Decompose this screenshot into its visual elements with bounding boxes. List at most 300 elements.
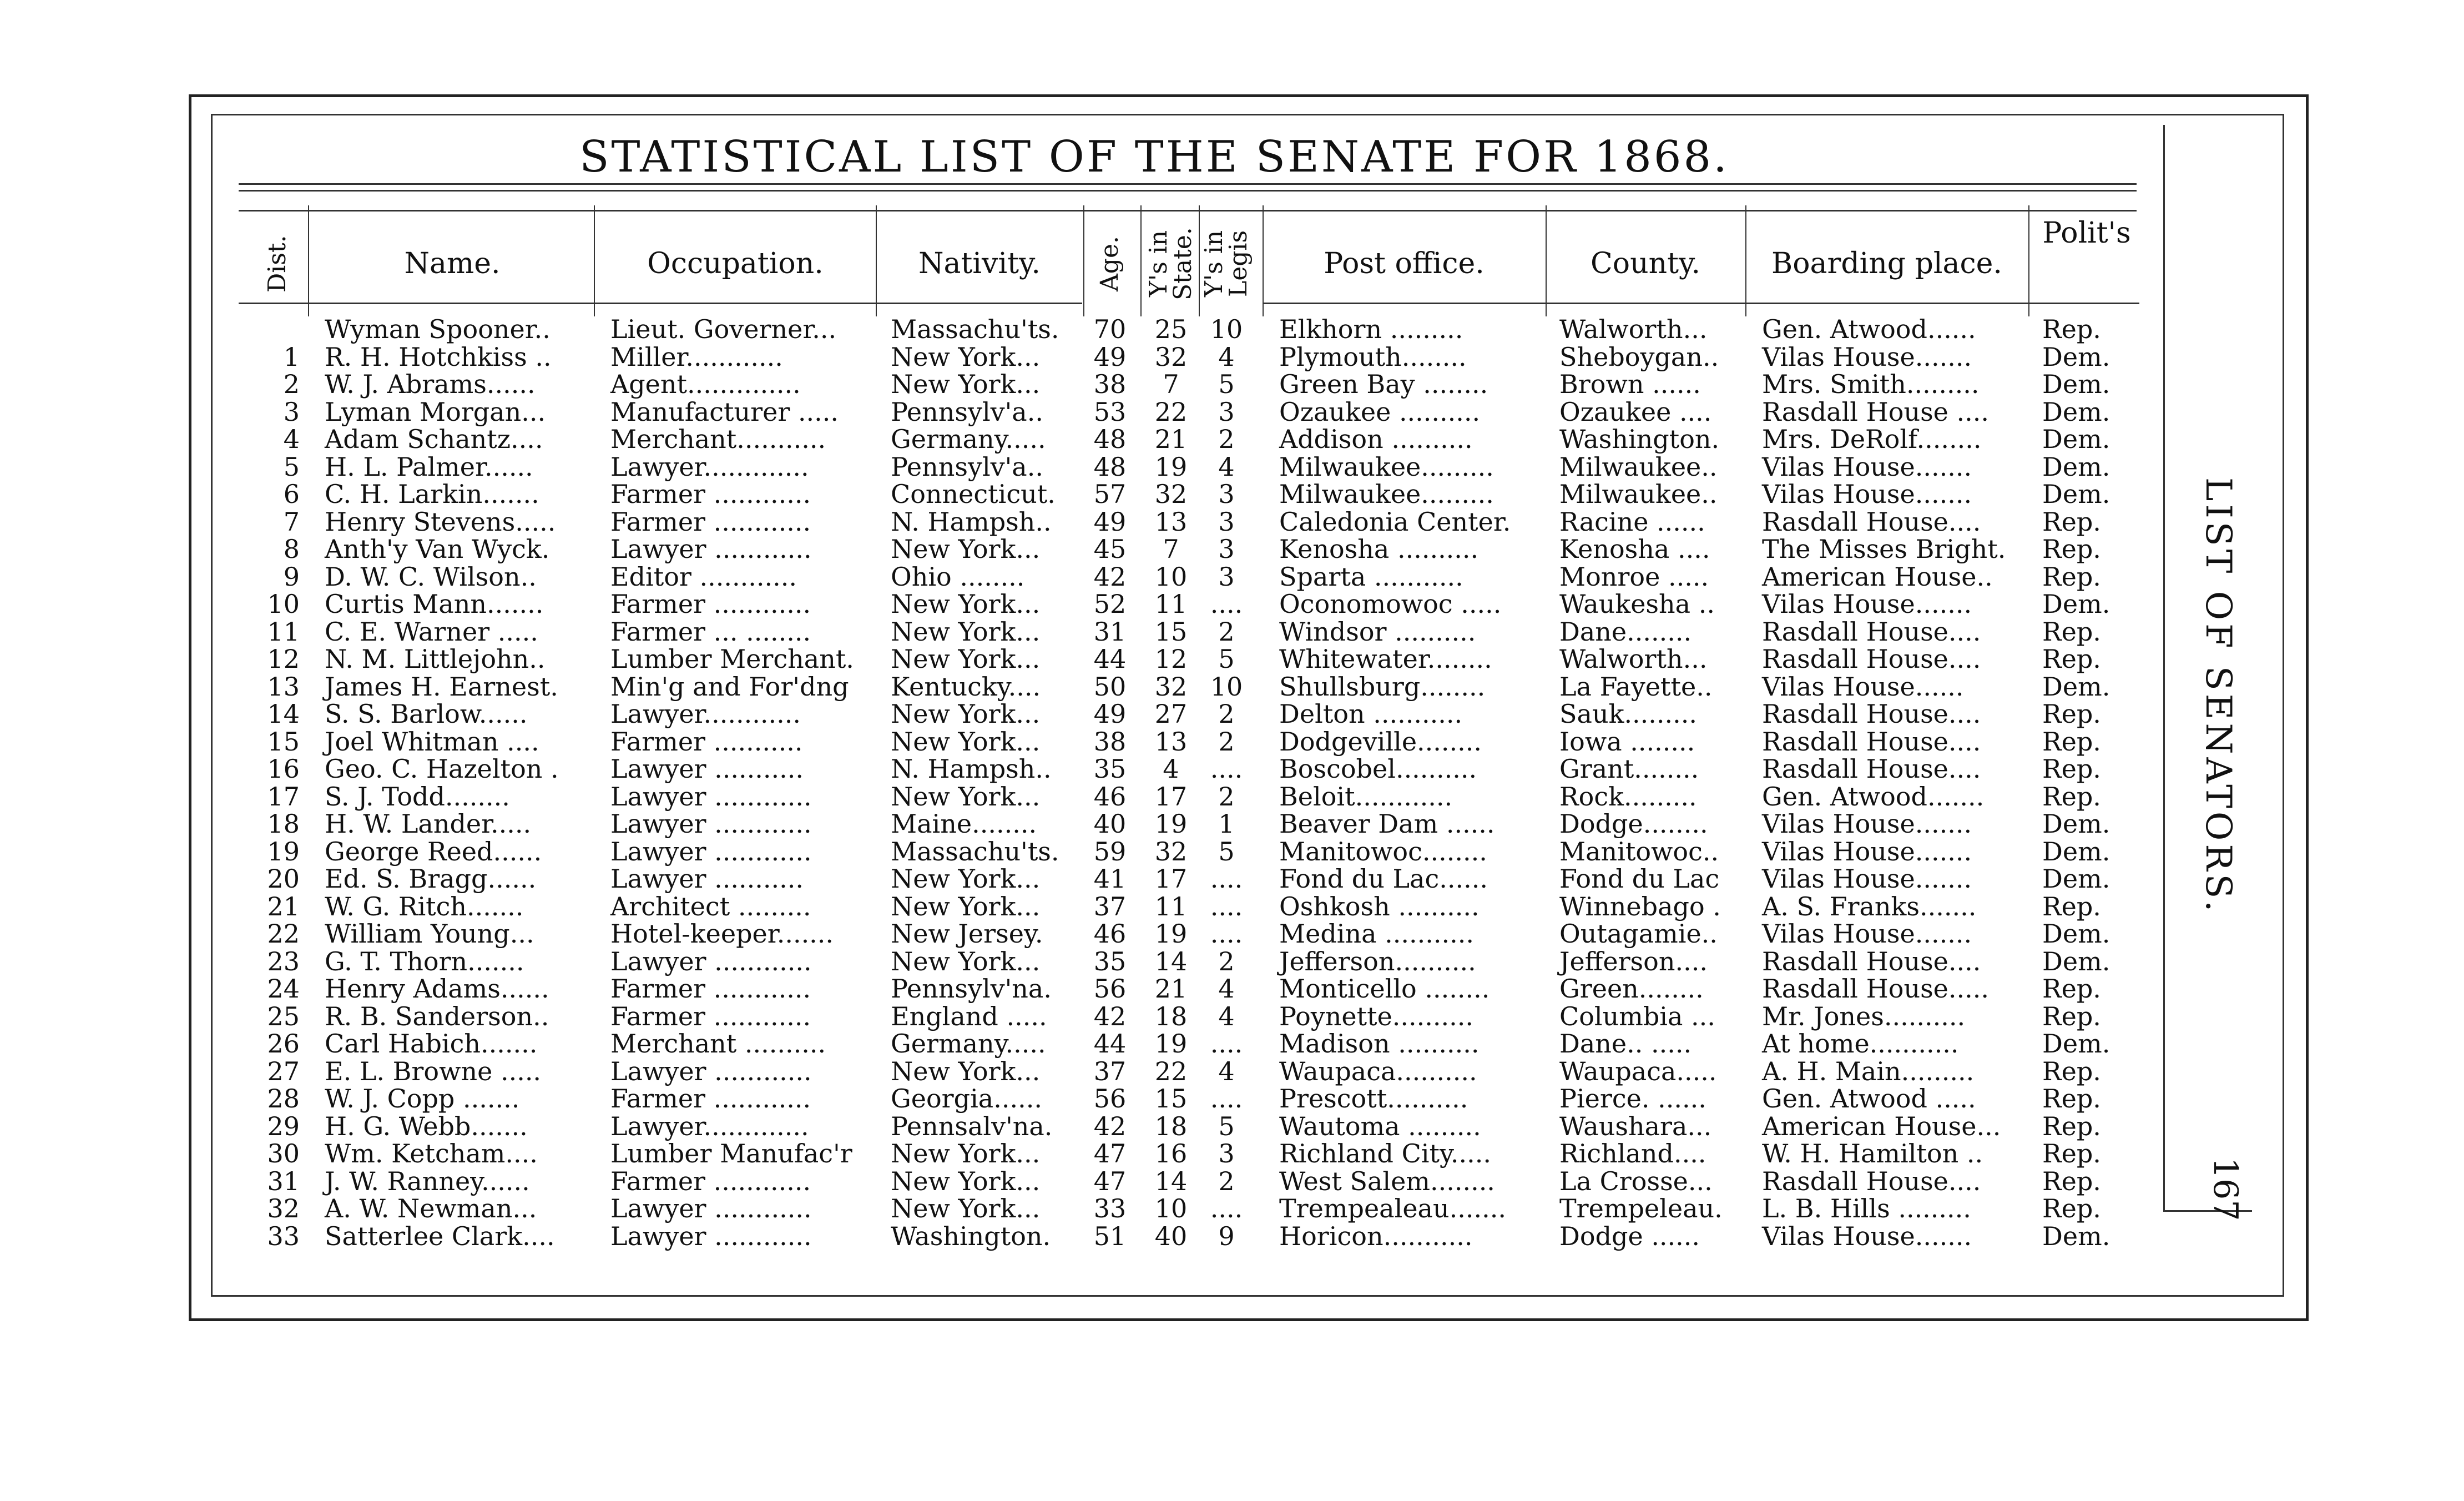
table-row [0, 1030, 2142, 1057]
county-cell: Dane.. ..... [1559, 1029, 1692, 1059]
years-in-state-cell: 32 [1154, 671, 1188, 702]
nativity-cell: Washington. [891, 1221, 1051, 1251]
years-in-legis-cell: .... [1210, 754, 1243, 784]
dist-cell: 15 [267, 726, 300, 757]
years-in-legis-cell: 2 [1218, 946, 1235, 976]
politics-cell: Rep. [2042, 561, 2101, 592]
page-title: STATISTICAL LIST OF THE SENATE FOR 1868. [579, 132, 1729, 182]
name-cell: S. S. Barlow...... [325, 699, 528, 729]
county-cell: Sauk......... [1559, 699, 1698, 729]
table-row [0, 1003, 2142, 1030]
dist-cell: 21 [267, 891, 300, 921]
dist-cell: 1 [283, 341, 300, 372]
occupation-cell: Lawyer............. [610, 451, 809, 482]
table-row [0, 370, 2142, 398]
nativity-cell: New York... [891, 1166, 1041, 1196]
occupation-cell: Lawyer ............ [610, 946, 812, 976]
table-row [0, 535, 2142, 563]
years-in-legis-cell: 3 [1218, 534, 1235, 564]
politics-cell: Rep. [2042, 726, 2101, 757]
occupation-cell: Lawyer ............ [610, 1221, 812, 1251]
post-office-cell: Kenosha .......... [1279, 534, 1479, 564]
county-cell: Waushara... [1559, 1111, 1712, 1141]
name-cell: S. J. Todd........ [325, 781, 510, 812]
post-office-cell: West Salem........ [1279, 1166, 1495, 1196]
nativity-cell: Germany..... [891, 1029, 1046, 1059]
county-cell: Walworth... [1559, 314, 1708, 344]
years-in-state-cell: 19 [1154, 1029, 1188, 1059]
name-cell: Anth'y Van Wyck. [325, 534, 550, 564]
politics-cell: Rep. [2042, 1166, 2101, 1196]
years-in-legis-cell: 5 [1218, 369, 1235, 399]
table-row [0, 865, 2142, 893]
years-in-state-cell: 7 [1163, 534, 1179, 564]
nativity-cell: New York... [891, 1056, 1041, 1086]
title-rule-1 [239, 183, 2137, 185]
header-dist: Dist. [263, 235, 291, 293]
years-in-legis-cell: .... [1210, 1084, 1243, 1114]
nativity-cell: Massachu'ts. [891, 314, 1059, 344]
years-in-state-cell: 12 [1154, 644, 1188, 674]
header-county: County. [1591, 247, 1700, 280]
dist-cell: 23 [267, 946, 300, 976]
age-cell: 31 [1093, 616, 1127, 647]
occupation-cell: Manufacturer ..... [610, 396, 839, 427]
post-office-cell: Shullsburg........ [1279, 671, 1486, 702]
years-in-legis-cell: 2 [1218, 1166, 1235, 1196]
politics-cell: Dem. [2042, 479, 2110, 509]
name-cell: Curtis Mann....... [325, 589, 544, 619]
boarding-place-cell: Gen. Atwood ..... [1762, 1084, 1976, 1114]
age-cell: 42 [1093, 561, 1127, 592]
county-cell: Milwaukee.. [1559, 451, 1718, 482]
boarding-place-cell: Vilas House....... [1762, 589, 1972, 619]
years-in-legis-cell: 1 [1218, 809, 1235, 839]
age-cell: 40 [1093, 809, 1127, 839]
name-cell: D. W. C. Wilson.. [325, 561, 537, 592]
county-cell: Dodge........ [1559, 809, 1708, 839]
politics-cell: Dem. [2042, 836, 2110, 867]
years-in-legis-cell: .... [1210, 864, 1243, 894]
age-cell: 42 [1093, 1111, 1127, 1141]
occupation-cell: Merchant........... [610, 424, 826, 454]
politics-cell: Rep. [2042, 1193, 2101, 1223]
name-cell: William Young... [325, 919, 534, 949]
nativity-cell: New York... [891, 891, 1041, 921]
politics-cell: Dem. [2042, 671, 2110, 702]
county-cell: Kenosha .... [1559, 534, 1710, 564]
name-cell: Henry Adams...... [325, 974, 549, 1004]
nativity-cell: N. Hampsh.. [891, 506, 1052, 537]
boarding-place-cell: A. H. Main......... [1762, 1056, 1975, 1086]
age-cell: 49 [1093, 506, 1127, 537]
header-underline [239, 303, 1082, 304]
years-in-state-cell: 14 [1154, 946, 1188, 976]
years-in-state-cell: 17 [1154, 864, 1188, 894]
boarding-place-cell: The Misses Bright. [1762, 534, 2006, 564]
years-in-state-cell: 21 [1154, 424, 1188, 454]
dist-cell: 22 [267, 919, 300, 949]
boarding-place-cell: Rasdall House.... [1762, 946, 1981, 976]
age-cell: 45 [1093, 534, 1127, 564]
boarding-place-cell: W. H. Hamilton .. [1762, 1139, 1983, 1168]
name-cell: W. J. Copp ....... [325, 1084, 520, 1114]
county-cell: La Crosse... [1559, 1166, 1713, 1196]
header-politics: Polit's [2042, 216, 2131, 250]
politics-cell: Rep. [2042, 506, 2101, 537]
years-in-legis-cell: 5 [1218, 1111, 1235, 1141]
years-in-legis-cell: .... [1210, 589, 1243, 619]
boarding-place-cell: At home........... [1762, 1029, 1959, 1059]
years-in-legis-cell: .... [1210, 891, 1243, 921]
years-in-state-cell: 32 [1154, 341, 1188, 372]
post-office-cell: Waupaca.......... [1279, 1056, 1477, 1086]
nativity-cell: New York... [891, 341, 1041, 372]
occupation-cell: Hotel-keeper....... [610, 919, 834, 949]
years-in-legis-cell: 3 [1218, 396, 1235, 427]
name-cell: Satterlee Clark.... [325, 1221, 555, 1251]
years-in-legis-cell: 2 [1218, 781, 1235, 812]
nativity-cell: New York... [891, 726, 1041, 757]
header-nativity: Nativity. [918, 247, 1041, 280]
years-in-legis-cell: 2 [1218, 726, 1235, 757]
occupation-cell: Architect ......... [610, 891, 811, 921]
title-rule-2 [239, 190, 2137, 192]
boarding-place-cell: American House.. [1762, 561, 1993, 592]
age-cell: 56 [1093, 974, 1127, 1004]
politics-cell: Rep. [2042, 974, 2101, 1004]
occupation-cell: Farmer ... ........ [610, 616, 811, 647]
county-cell: Walworth... [1559, 644, 1708, 674]
age-cell: 37 [1093, 891, 1127, 921]
politics-cell: Rep. [2042, 1139, 2101, 1168]
years-in-state-cell: 18 [1154, 1111, 1188, 1141]
boarding-place-cell: A. S. Franks....... [1762, 891, 1977, 921]
header-post-office: Post office. [1324, 247, 1485, 280]
nativity-cell: Pennsylv'a.. [891, 451, 1043, 482]
occupation-cell: Agent.............. [610, 369, 801, 399]
post-office-cell: Caledonia Center. [1279, 506, 1511, 537]
occupation-cell: Lumber Merchant. [610, 644, 854, 674]
county-cell: Dane........ [1559, 616, 1692, 647]
age-cell: 57 [1093, 479, 1127, 509]
years-in-state-cell: 25 [1154, 314, 1188, 344]
post-office-cell: Elkhorn ......... [1279, 314, 1463, 344]
name-cell: H. L. Palmer...... [325, 451, 533, 482]
table-row [0, 1167, 2142, 1195]
county-cell: Richland.... [1559, 1139, 1706, 1168]
name-cell: George Reed...... [325, 836, 542, 867]
header-name: Name. [404, 247, 501, 280]
nativity-cell: New York... [891, 864, 1041, 894]
name-cell: R. B. Sanderson.. [325, 1001, 549, 1031]
nativity-cell: N. Hampsh.. [891, 754, 1052, 784]
table-row [0, 893, 2142, 920]
age-cell: 48 [1093, 451, 1127, 482]
years-in-state-cell: 18 [1154, 1001, 1188, 1031]
occupation-cell: Lawyer ............ [610, 1193, 812, 1223]
boarding-place-cell: Vilas House....... [1762, 919, 1972, 949]
column-divider [1083, 205, 1084, 316]
table-row [0, 755, 2142, 783]
years-in-legis-cell: 4 [1218, 341, 1235, 372]
occupation-cell: Lawyer ........... [610, 864, 804, 894]
years-in-state-cell: 22 [1154, 1056, 1188, 1086]
years-in-state-cell: 7 [1163, 369, 1179, 399]
boarding-place-cell: Vilas House....... [1762, 809, 1972, 839]
politics-cell: Rep. [2042, 534, 2101, 564]
name-cell: Wyman Spooner.. [325, 314, 551, 344]
nativity-cell: New York... [891, 534, 1041, 564]
nativity-cell: Kentucky.... [891, 671, 1041, 702]
years-in-legis-cell: 3 [1218, 561, 1235, 592]
dist-cell: 3 [283, 396, 300, 427]
politics-cell: Dem. [2042, 946, 2110, 976]
post-office-cell: Monticello ........ [1279, 974, 1490, 1004]
age-cell: 35 [1093, 754, 1127, 784]
county-cell: Dodge ...... [1559, 1221, 1700, 1251]
post-office-cell: Whitewater........ [1279, 644, 1492, 674]
table-row [0, 1195, 2142, 1222]
dist-cell: 32 [267, 1193, 300, 1223]
post-office-cell: Horicon........... [1279, 1221, 1473, 1251]
post-office-cell: Trempealeau....... [1279, 1193, 1506, 1223]
header-underline [1263, 303, 2139, 304]
table-row [0, 1112, 2142, 1140]
table-row [0, 673, 2142, 701]
boarding-place-cell: Rasdall House..... [1762, 974, 1990, 1004]
name-cell: Adam Schantz.... [325, 424, 543, 454]
boarding-place-cell: American House... [1762, 1111, 2001, 1141]
occupation-cell: Farmer ............ [610, 1084, 811, 1114]
table-row [0, 1222, 2142, 1250]
dist-cell: 24 [267, 974, 300, 1004]
politics-cell: Dem. [2042, 919, 2110, 949]
occupation-cell: Merchant .......... [610, 1029, 826, 1059]
page-number: 167 [2206, 1157, 2245, 1221]
dist-cell: 33 [267, 1221, 300, 1251]
years-in-legis-cell: .... [1210, 919, 1243, 949]
age-cell: 41 [1093, 864, 1127, 894]
years-in-legis-cell: 5 [1218, 644, 1235, 674]
years-in-legis-cell: 4 [1218, 451, 1235, 482]
name-cell: A. W. Newman... [325, 1193, 537, 1223]
county-cell: Green........ [1559, 974, 1704, 1004]
table-row [0, 453, 2142, 481]
table-row [0, 508, 2142, 536]
years-in-legis-cell: 4 [1218, 1001, 1235, 1031]
politics-cell: Dem. [2042, 864, 2110, 894]
post-office-cell: Oconomowoc ..... [1279, 589, 1502, 619]
post-office-cell: Addison .......... [1279, 424, 1473, 454]
name-cell: Lyman Morgan... [325, 396, 546, 427]
header-occupation: Occupation. [647, 247, 824, 280]
age-cell: 47 [1093, 1166, 1127, 1196]
dist-cell: 5 [283, 451, 300, 482]
column-divider [1199, 205, 1200, 316]
nativity-cell: Pennsylv'na. [891, 974, 1052, 1004]
name-cell: C. H. Larkin....... [325, 479, 539, 509]
boarding-place-cell: Vilas House....... [1762, 836, 1972, 867]
table-row [0, 645, 2142, 673]
politics-cell: Rep. [2042, 891, 2101, 921]
age-cell: 51 [1093, 1221, 1127, 1251]
age-cell: 46 [1093, 781, 1127, 812]
name-cell: Geo. C. Hazelton . [325, 754, 559, 784]
header-years-in-legis: Y's in Legis [1200, 230, 1253, 298]
dist-cell: 30 [267, 1139, 300, 1168]
years-in-legis-cell: 9 [1218, 1221, 1235, 1251]
boarding-place-cell: Rasdall House.... [1762, 644, 1981, 674]
post-office-cell: Manitowoc........ [1279, 836, 1487, 867]
dist-cell: 31 [267, 1166, 300, 1196]
name-cell: R. H. Hotchkiss .. [325, 341, 552, 372]
county-cell: Fond du Lac [1559, 864, 1720, 894]
table-row [0, 783, 2142, 810]
table-row [0, 948, 2142, 975]
county-cell: Manitowoc.. [1559, 836, 1719, 867]
name-cell: E. L. Browne ..... [325, 1056, 542, 1086]
boarding-place-cell: Rasdall House.... [1762, 754, 1981, 784]
column-divider [1263, 205, 1264, 316]
post-office-cell: Delton ........... [1279, 699, 1463, 729]
post-office-cell: Milwaukee......... [1279, 479, 1494, 509]
nativity-cell: New York... [891, 616, 1041, 647]
dist-cell: 2 [283, 369, 300, 399]
dist-cell: 26 [267, 1029, 300, 1059]
dist-cell: 7 [283, 506, 300, 537]
table-row [0, 480, 2142, 508]
occupation-cell: Lieut. Governer... [610, 314, 837, 344]
nativity-cell: New York... [891, 369, 1041, 399]
post-office-cell: Plymouth........ [1279, 341, 1467, 372]
nativity-cell: Georgia...... [891, 1084, 1042, 1114]
county-cell: Jefferson.... [1559, 946, 1708, 976]
header-years-in-state: Y's in State. [1144, 227, 1197, 300]
years-in-state-cell: 40 [1154, 1221, 1188, 1251]
years-in-legis-cell: 5 [1218, 836, 1235, 867]
years-in-legis-cell: .... [1210, 1029, 1243, 1059]
politics-cell: Rep. [2042, 754, 2101, 784]
post-office-cell: Fond du Lac...... [1279, 864, 1488, 894]
post-office-cell: Milwaukee......... [1279, 451, 1494, 482]
years-in-legis-cell: 4 [1218, 1056, 1235, 1086]
politics-cell: Rep. [2042, 1056, 2101, 1086]
dist-cell: 4 [283, 424, 300, 454]
post-office-cell: Richland City..... [1279, 1139, 1491, 1168]
occupation-cell: Lawyer ............ [610, 781, 812, 812]
politics-cell: Dem. [2042, 809, 2110, 839]
age-cell: 50 [1093, 671, 1127, 702]
county-cell: Waupaca..... [1559, 1056, 1717, 1086]
column-divider [1546, 205, 1547, 316]
name-cell: Joel Whitman .... [325, 726, 539, 757]
dist-cell: 16 [267, 754, 300, 784]
occupation-cell: Lawyer ............ [610, 534, 812, 564]
table-row [0, 315, 2142, 343]
years-in-state-cell: 17 [1154, 781, 1188, 812]
occupation-cell: Lawyer............. [610, 1111, 809, 1141]
boarding-place-cell: Rasdall House .... [1762, 396, 1990, 427]
boarding-place-cell: Rasdall House.... [1762, 699, 1981, 729]
occupation-cell: Farmer ............ [610, 479, 811, 509]
name-cell: Ed. S. Bragg...... [325, 864, 537, 894]
age-cell: 35 [1093, 946, 1127, 976]
occupation-cell: Miller............ [610, 341, 783, 372]
county-cell: Waukesha .. [1559, 589, 1715, 619]
county-cell: Trempeleau. [1559, 1193, 1723, 1223]
post-office-cell: Wautoma ......... [1279, 1111, 1481, 1141]
county-cell: Outagamie.. [1559, 919, 1718, 949]
politics-cell: Rep. [2042, 699, 2101, 729]
nativity-cell: Pennsylv'a.. [891, 396, 1043, 427]
header-age: Age. [1095, 236, 1124, 291]
occupation-cell: Lawyer ............ [610, 836, 812, 867]
years-in-state-cell: 16 [1154, 1139, 1188, 1168]
post-office-cell: Boscobel.......... [1279, 754, 1477, 784]
boarding-place-cell: Rasdall House.... [1762, 616, 1981, 647]
politics-cell: Rep. [2042, 1084, 2101, 1114]
years-in-state-cell: 4 [1163, 754, 1179, 784]
name-cell: Henry Stevens..... [325, 506, 556, 537]
table-row [0, 1085, 2142, 1112]
years-in-state-cell: 13 [1154, 726, 1188, 757]
years-in-legis-cell: .... [1210, 1193, 1243, 1223]
county-cell: Rock......... [1559, 781, 1697, 812]
boarding-place-cell: Gen. Atwood...... [1762, 314, 1976, 344]
table-row [0, 425, 2142, 453]
age-cell: 46 [1093, 919, 1127, 949]
years-in-state-cell: 19 [1154, 451, 1188, 482]
dist-cell: 13 [267, 671, 300, 702]
boarding-place-cell: Mrs. Smith......... [1762, 369, 1980, 399]
name-cell: W. G. Ritch....... [325, 891, 524, 921]
years-in-legis-cell: 10 [1210, 671, 1243, 702]
politics-cell: Rep. [2042, 1001, 2101, 1031]
name-cell: H. W. Lander..... [325, 809, 532, 839]
post-office-cell: Ozaukee .......... [1279, 396, 1481, 427]
years-in-state-cell: 11 [1154, 891, 1188, 921]
nativity-cell: Connecticut. [891, 479, 1056, 509]
occupation-cell: Editor ............ [610, 561, 797, 592]
side-title: LIST OF SENATORS. [2198, 477, 2239, 915]
occupation-cell: Farmer ............ [610, 506, 811, 537]
age-cell: 47 [1093, 1139, 1127, 1168]
years-in-state-cell: 19 [1154, 919, 1188, 949]
boarding-place-cell: Vilas House....... [1762, 864, 1972, 894]
boarding-place-cell: Vilas House....... [1762, 341, 1972, 372]
politics-cell: Dem. [2042, 341, 2110, 372]
table-row [0, 728, 2142, 755]
years-in-legis-cell: 4 [1218, 974, 1235, 1004]
table-row [0, 700, 2142, 728]
occupation-cell: Farmer ............ [610, 1166, 811, 1196]
nativity-cell: New York... [891, 589, 1041, 619]
dist-cell: 11 [267, 616, 300, 647]
nativity-cell: New York... [891, 1193, 1041, 1223]
years-in-state-cell: 21 [1154, 974, 1188, 1004]
column-divider [1140, 205, 1142, 316]
table-row [0, 618, 2142, 646]
occupation-cell: Lawyer............ [610, 699, 801, 729]
dist-cell: 25 [267, 1001, 300, 1031]
nativity-cell: Pennsalv'na. [891, 1111, 1053, 1141]
years-in-state-cell: 27 [1154, 699, 1188, 729]
years-in-legis-cell: 10 [1210, 314, 1243, 344]
name-cell: James H. Earnest. [325, 671, 558, 702]
dist-cell: 20 [267, 864, 300, 894]
years-in-legis-cell: 3 [1218, 479, 1235, 509]
